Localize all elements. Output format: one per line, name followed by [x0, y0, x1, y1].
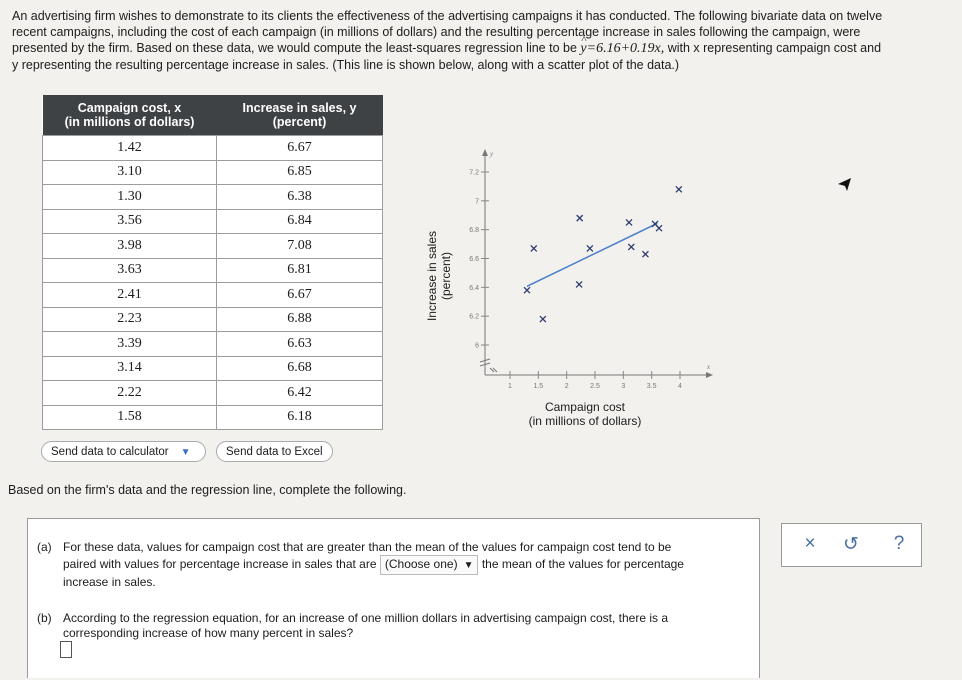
data-point: [656, 225, 662, 231]
sales-increase-cell: 6.67: [217, 136, 383, 161]
tool-panel: [781, 523, 922, 567]
y-tick-label: 6.2: [469, 313, 479, 321]
campaign-cost-cell: 3.63: [43, 258, 217, 283]
data-point: [531, 245, 537, 251]
sales-increase-cell: 6.88: [217, 307, 383, 332]
question-a-text-1: For these data, values for campaign cost that are greater than the mean of the values for campaign cost tend to be: [63, 540, 672, 554]
data-point: [540, 316, 546, 322]
data-point: [626, 219, 632, 225]
table-row: [43, 234, 383, 259]
campaign-cost-cell: 2.22: [43, 381, 217, 406]
y-tick-label: 7.2: [469, 169, 479, 177]
y-axis-label: [425, 216, 453, 336]
help-icon[interactable]: ?: [893, 533, 905, 554]
question-a-line-2: [37, 555, 752, 575]
undo-icon[interactable]: ↺: [843, 534, 859, 555]
data-point: [642, 251, 648, 257]
y-tick-label: 6.4: [469, 284, 479, 292]
problem-line-3: [12, 40, 952, 57]
table-row: [43, 209, 383, 234]
table-row: [43, 307, 383, 332]
question-b-text-2: corresponding increase of how many percent in sales?: [63, 626, 354, 640]
campaign-cost-cell: 3.10: [43, 160, 217, 185]
header-y-line-1: Increase in sales, y: [242, 101, 357, 115]
campaign-cost-cell: 2.23: [43, 307, 217, 332]
data-table-body: [43, 136, 383, 430]
y-tick-label: 6.6: [469, 256, 479, 263]
send-to-excel-button[interactable]: [216, 441, 333, 462]
question-a-text-4: increase in sales.: [63, 575, 156, 589]
data-point: [676, 186, 682, 192]
send-to-calculator-label: Send data to calculator: [51, 446, 169, 458]
problem-line-3-pre: presented by the firm. Based on these data, we would compute the least-squares regression line to be: [12, 41, 577, 55]
problem-line-3-post: with x representing campaign cost and: [667, 41, 882, 55]
comparison-dropdown-value: (Choose one): [384, 557, 458, 571]
campaign-cost-cell: 3.98: [43, 234, 217, 259]
mouse-cursor-icon: [836, 176, 852, 194]
header-y-line-2: (percent): [272, 115, 327, 129]
scatter-plot: [410, 140, 720, 400]
x-axis-break-icon: [490, 368, 497, 372]
table-row: [43, 185, 383, 210]
campaign-cost-cell: 3.14: [43, 356, 217, 381]
sales-increase-cell: 6.68: [217, 356, 383, 381]
regression-line: [527, 223, 657, 286]
table-row: [43, 160, 383, 185]
header-x-line-2: (in millions of dollars): [64, 115, 195, 129]
x-tick-label: 2: [564, 383, 569, 390]
question-b-text-1: According to the regression equation, for an increase of one million dollars in advertising campaign cost, there is a: [63, 611, 668, 625]
instructions: Based on the firm's data and the regression line, complete the following.: [8, 483, 407, 497]
x-tick-label: 1: [508, 383, 512, 390]
data-point: [577, 215, 583, 221]
sales-increase-cell: 6.18: [217, 405, 383, 430]
x-axis-label: [505, 400, 665, 428]
campaign-cost-cell: 1.30: [43, 185, 217, 210]
sales-increase-cell: 6.63: [217, 332, 383, 357]
question-a-line-1: [37, 540, 752, 555]
campaign-cost-cell: 1.58: [43, 405, 217, 430]
problem-line-4: y representing the resulting percentage increase in sales. (This line is shown below, along with a scatter plot of the data.): [12, 58, 680, 72]
x-tick-label: 4: [678, 383, 682, 390]
sales-increase-cell: 6.81: [217, 258, 383, 283]
question-a-text-3: the mean of the values for percentage: [481, 557, 684, 571]
sales-increase-cell: 6.38: [217, 185, 383, 210]
question-b-label: (b): [37, 611, 52, 625]
data-point: [576, 281, 582, 287]
data-point: [524, 287, 530, 293]
x-axis-arrow-icon: [706, 372, 713, 378]
problem-line-2: recent campaigns, including the cost of each campaign (in millions of dollars) and the resulting percentage increase in sales following the campaign, were: [12, 25, 861, 39]
comparison-dropdown[interactable]: [380, 555, 479, 575]
y-tick-label: 6.8: [469, 227, 479, 235]
sales-increase-cell: 6.42: [217, 381, 383, 406]
x-axis-label-line-2: (in millions of dollars): [528, 414, 642, 428]
campaign-cost-cell: 3.39: [43, 332, 217, 357]
send-to-calculator-button[interactable]: [41, 441, 206, 462]
data-point: [628, 244, 634, 250]
y-tick-label: 7: [475, 198, 479, 206]
sales-increase-cell: 6.84: [217, 209, 383, 234]
close-icon[interactable]: ×: [804, 533, 816, 554]
campaign-cost-cell: 2.41: [43, 283, 217, 308]
y-tick-label: 6: [475, 342, 479, 350]
x-tick-label: 3: [621, 383, 626, 390]
x-axis-label-line-1: Campaign cost: [544, 400, 626, 414]
y-hat-symbol: ^ y: [580, 41, 586, 57]
question-a-text-2: paired with values for percentage increase in sales that are: [63, 557, 377, 571]
data-table: [42, 95, 383, 430]
regression-equation: =6.16+0.19x,: [586, 41, 665, 56]
y-axis-label-line-2: (percent): [439, 251, 453, 301]
x-tick-label: 1.5: [533, 383, 544, 390]
campaign-cost-cell: 1.42: [43, 136, 217, 161]
problem-statement: [12, 8, 952, 73]
send-to-excel-label: Send data to Excel: [226, 446, 323, 458]
y-axis-arrow-icon: [482, 149, 488, 156]
sales-increase-cell: 6.67: [217, 283, 383, 308]
y-axis-letter: y: [490, 150, 494, 158]
question-a: [37, 540, 752, 590]
sales-increase-cell: 7.08: [217, 234, 383, 259]
x-tick-label: 2.5: [590, 383, 600, 390]
header-x-line-1: Campaign cost, x: [77, 101, 182, 115]
problem-line-1: An advertising firm wishes to demonstrate to its clients the effectiveness of the advertising campaigns it has conducted. The following bivariate data on twelve: [12, 9, 883, 23]
header-sales-increase: [217, 95, 383, 136]
table-row: [43, 356, 383, 381]
table-row: [43, 136, 383, 161]
x-axis-letter: x: [707, 363, 711, 371]
table-row: [43, 405, 383, 430]
question-b: [37, 611, 752, 641]
x-tick-label: 3.5: [646, 383, 657, 390]
table-row: [43, 332, 383, 357]
y-axis-label-line-1: Increase in sales: [425, 230, 439, 322]
chevron-down-icon: ▼: [180, 447, 191, 458]
answer-input-b[interactable]: [60, 641, 72, 658]
campaign-cost-cell: 3.56: [43, 209, 217, 234]
question-b-line-1: [37, 611, 752, 626]
data-point: [587, 245, 593, 251]
table-row: [43, 283, 383, 308]
header-campaign-cost: [43, 95, 217, 136]
question-panel: [27, 518, 760, 678]
sales-increase-cell: 6.85: [217, 160, 383, 185]
table-row: [43, 381, 383, 406]
table-row: [43, 258, 383, 283]
dropdown-arrow-icon: ▼: [463, 560, 474, 571]
question-a-label: (a): [37, 540, 52, 554]
